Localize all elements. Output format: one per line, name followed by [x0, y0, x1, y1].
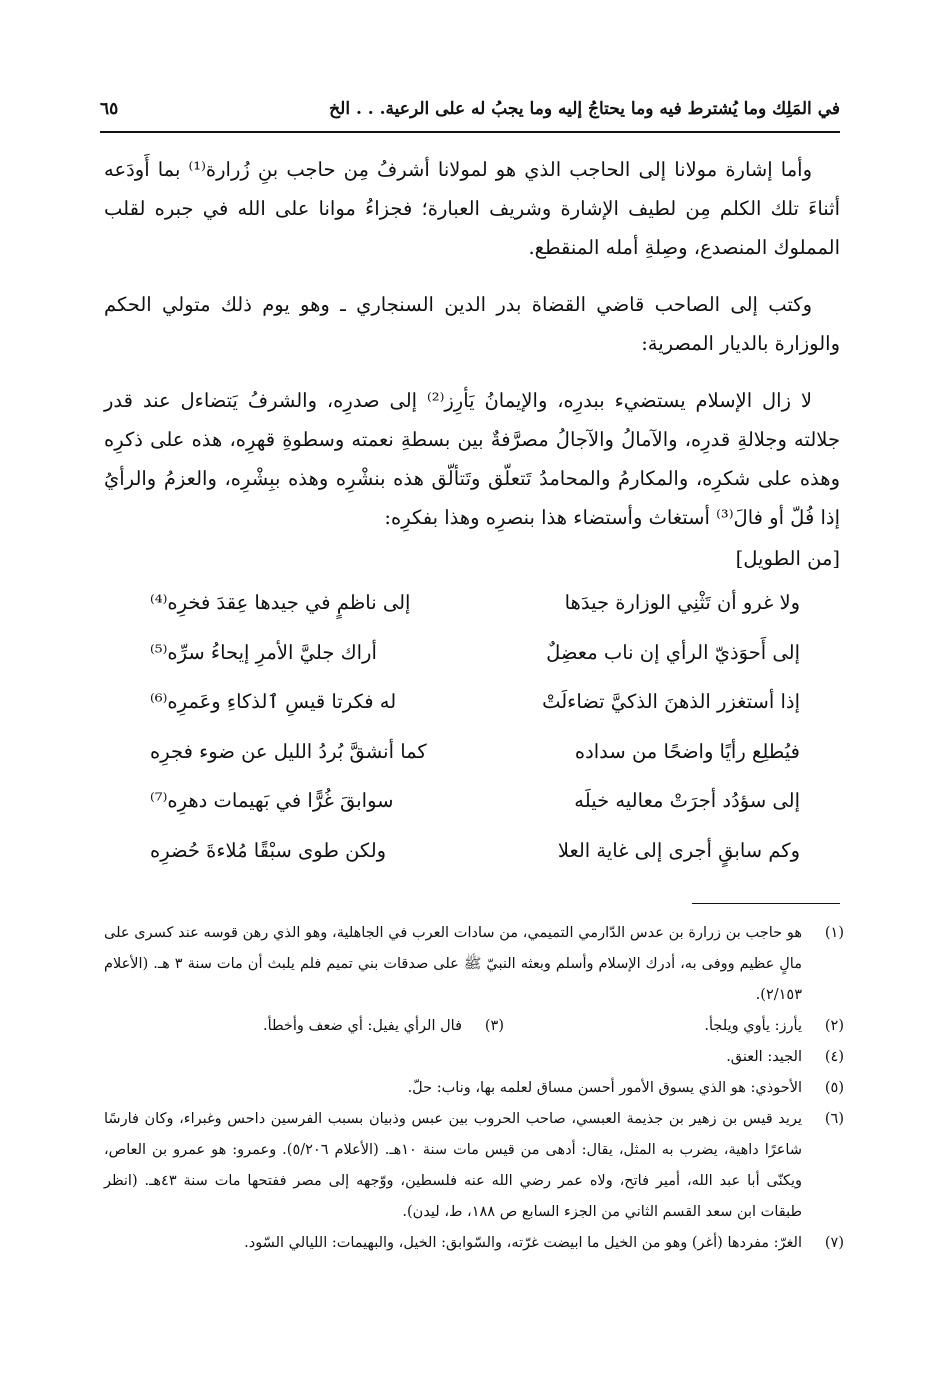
footnote-text: يأرز: يأوي ويلجأ. [704, 1018, 802, 1034]
verse-second-hemistich: كما أنشقَّ بُردُ الليل عن ضوء فجرِه [150, 739, 427, 763]
verse-second-hemistich: إلى ناظمٍ في جيدها عِقدَ فخرِه⁽⁴⁾ [150, 591, 411, 615]
page-header [100, 92, 840, 126]
main-text [104, 150, 840, 596]
footnote [104, 1042, 844, 1073]
header-rule [100, 131, 840, 133]
verse-first-hemistich: إلى أَحوَذيّ الرأي إن ناب معضِلٌ [546, 640, 800, 664]
verse-first-hemistich: وكم سابقٍ أجرى إلى غاية العلا [557, 838, 800, 862]
footnote-separator [692, 903, 840, 904]
footnote [104, 1073, 844, 1104]
footnote-number: (١) [824, 925, 844, 941]
verse-second-hemistich: أراك جليَّ الأمرِ إيحاءُ سرِّه⁽⁵⁾ [150, 640, 377, 664]
footnote-text: يريد قيس بن زهير بن جذيمة العبسي، صاحب الحروب بين عبس وذبيان بسبب الفرسين داحس وغبراء، وكان فارسًا شاعرًا داهية، يضرب به المثل، يقال: أدهى من قيس مات سنة ١٠هـ. (الأعلام ٥/٢٠٦). وعمرو: هو عمرو بن العاص، ويكنّى أبا عبد الله، أمير فاتح، ولاه عمر رضي الله عنه فلسطين، ووّجهه إلى مصر ففتحها مات سنة ٤٣هـ. (انظر طبقات ابن سعد القسم الثاني من الجزء السابع ص ١٨٨، ط، ليدن). [104, 1111, 802, 1220]
poem-verse [150, 727, 800, 777]
footnote-number: (٤) [824, 1049, 844, 1065]
page-number: ٦٥ [100, 99, 119, 119]
running-title: في المَلِك وما يُشترط فيه وما يحتاجُ إليه وما يجبُ له على الرعية. . . الخ [329, 99, 840, 119]
footnote [504, 1011, 844, 1042]
footnote [104, 1104, 844, 1228]
footnote-pair [104, 1011, 844, 1042]
footnote [164, 1011, 504, 1042]
footnote-number: (٧) [824, 1235, 844, 1251]
footnote-text: الجيد: العنق. [726, 1049, 802, 1065]
poem-verse [150, 826, 800, 876]
poem [150, 578, 800, 875]
verse-second-hemistich: سوابقَ غُرًّا في بَهيمات دهرِه⁽⁷⁾ [150, 789, 394, 813]
footnotes [104, 918, 844, 1259]
paragraph: وأما إشارة مولانا إلى الحاجب الذي هو لمولانا أشرفُ مِن حاجب بنِ زُرارة⁽¹⁾ بما أَودَعه أثناءَ تلك الكلم مِن لطيف الإشارة وشريف العبارة؛ فجزاءُ موانا على الله في جبره لقلب المملوك المنصدع، وصِلةِ أمله المنقطع. [104, 158, 840, 259]
poem-verse [150, 776, 800, 826]
poem-verse [150, 578, 800, 628]
footnote-text: فال الرأي يفيل: أي ضعف وأخطأ. [263, 1018, 462, 1034]
paragraph: وكتب إلى الصاحب قاضي القضاة بدر الدين السنجاري ـ وهو يوم ذلك متولي الحكم والوزارة بالديار المصرية: [104, 293, 840, 355]
verse-first-hemistich: فيُطلِع رأيًا واضحًا من سداده [574, 739, 800, 763]
verse-first-hemistich: إذا أستغزر الذهنَ الذكيَّ تضاءلَتْ [542, 690, 800, 714]
verse-first-hemistich: إلى سؤدُد أجرَتْ معاليه خيلَه [574, 789, 800, 813]
footnote-text: هو حاجب بن زرارة بن عدس الدّارمي التميمي، من سادات العرب في الجاهلية، وهو الذي رهن قوسه عند كسرى على مالٍ عظيم ووفى به، أدرك الإسلام وأسلم وبعثه النبيّ ﷺ على صدقات بني تميم فلم يلبث أن مات سنة ٣ هـ. (الأعلام ٢/١٥٣). [104, 925, 802, 1003]
poem-verse [150, 628, 800, 678]
footnote [104, 918, 844, 1011]
verse-second-hemistich: ولكن طوى سبْقًا مُلاءةَ حُضرِه [150, 838, 387, 862]
footnote-text: الغرّ: مفردها (أغر) وهو من الخيل ما ابيضت غرّته، والسّوابق: الخيل، والبهيمات: الليالي السّود. [244, 1235, 802, 1251]
footnote-number: (٥) [824, 1080, 844, 1096]
verse-first-hemistich: ولا غرو أن تَثْنِي الوزارة جيدَها [564, 591, 800, 615]
verse-second-hemistich: له فكرتا قيسِ ٱلذكاءِ وعَمرِه⁽⁶⁾ [150, 690, 397, 714]
footnote [104, 1228, 844, 1259]
footnote-number: (٦) [824, 1111, 844, 1127]
poem-verse [150, 677, 800, 727]
footnote-number: (٣) [484, 1018, 504, 1034]
meter-tag: [من الطويل] [735, 547, 840, 570]
footnote-number: (٢) [824, 1018, 844, 1034]
footnote-text: الأحوذي: هو الذي يسوق الأمور أحسن مساق لعلمه بها، وناب: حلّ. [407, 1080, 802, 1096]
paragraph: لا زال الإسلام يستضيء ببدرِه، والإيمانُ يَأرِز⁽²⁾ إلى صدرِه، والشرفُ يَتضاءل عند قدر جلالته وجلالةِ قدرِه، والآمالُ والآجالُ مصرَّفةٌ بين بسطةِ نعمته وسطوةِ قهرِه، هذه على ذكرِه وهذه على شكرِه، والمكارمُ والمحامدُ تَتعلّق وتَتألّق هذه بنشْرِه وهذه ببِشْرِه، والعزمُ والرأيُ إذا فُلّ أو فالَ⁽³⁾ أستغاث وأستضاء هذا بنصرِه وهذا بفكرِه: [104, 389, 840, 529]
